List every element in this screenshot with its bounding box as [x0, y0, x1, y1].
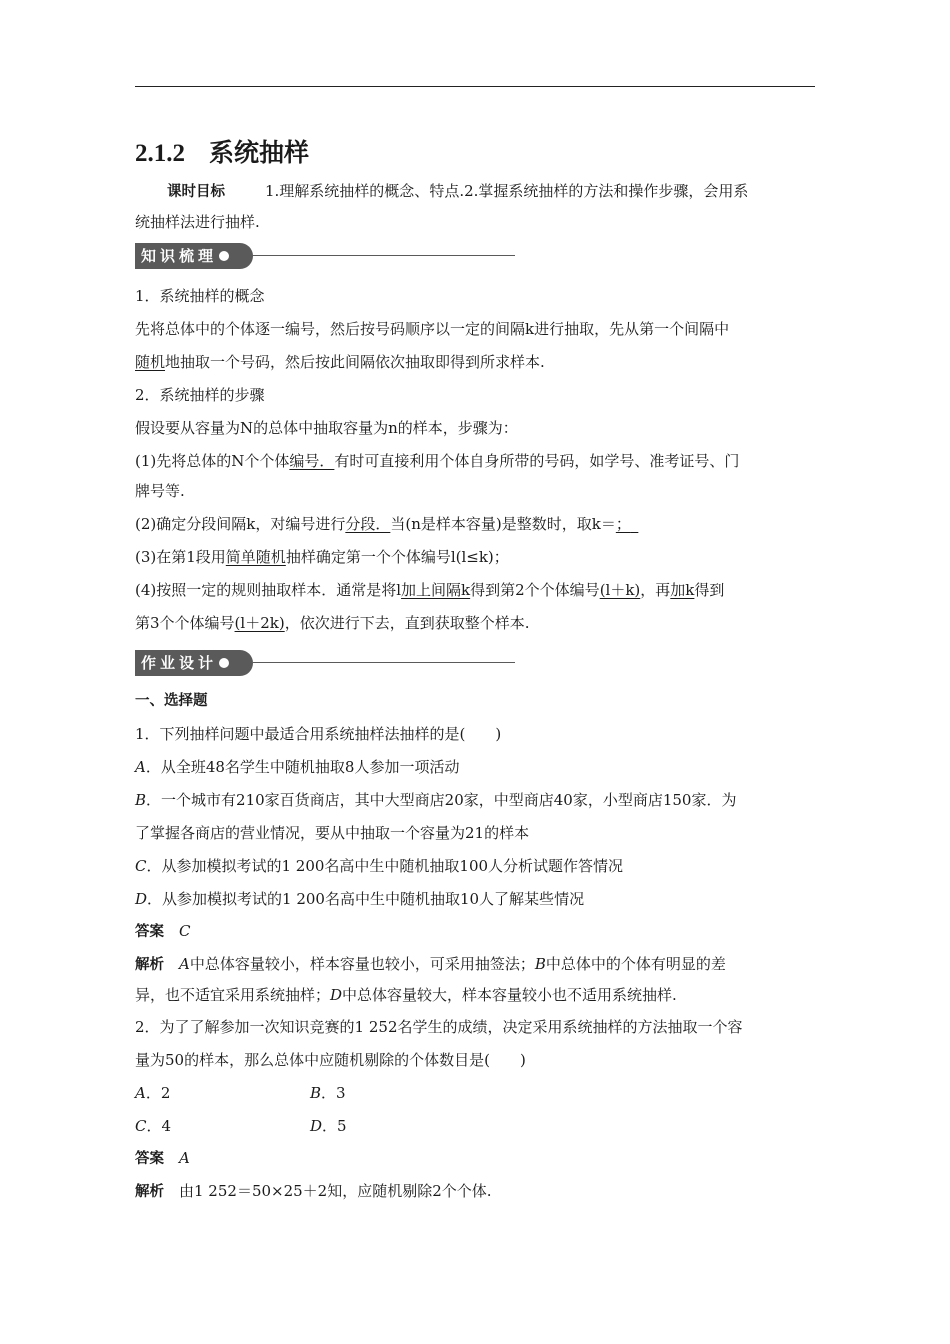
question-2-line-2: 量为50的样本，那么总体中应随机剔除的个体数目是( )	[135, 1051, 526, 1069]
q2-explanation: 解析 由1 252＝50×25＋2知，应随机剔除2个个体.	[135, 1182, 492, 1200]
q1-option-b-line-1: B．一个城市有210家百货商店，其中大型商店20家，中型商店40家，小型商店150家．为	[135, 791, 737, 809]
section-tab: 知识梳理	[135, 243, 253, 269]
q1-option-b-line-2: 了掌握各商店的营业情况，要从中抽取一个容量为21的样本	[135, 824, 530, 842]
objective-label: 课时目标	[167, 184, 225, 200]
bullet-dot-icon	[219, 658, 229, 668]
objective-line-1: 课时目标 1.理解系统抽样的概念、特点.2.掌握系统抽样的方法和操作步骤，会用系	[167, 182, 749, 200]
q1-explanation-line-2: 异，也不适宜采用系统抽样；D中总体容量较大，样本容量较小也不适用系统抽样.	[135, 986, 677, 1004]
q2-answer: 答案 A	[135, 1149, 190, 1167]
step-1b: 牌号等.	[135, 482, 185, 500]
section-header-homework	[135, 646, 815, 682]
q1-option-d: D．从参加模拟考试的1 200名高中生中随机抽取10人了解某些情况	[135, 890, 585, 908]
step-1a: (1)先将总体的N个个体编号．有时可直接利用个体自身所带的号码，如学号、准考证号、门	[135, 452, 740, 470]
objective-line-2: 统抽样法进行抽样.	[135, 213, 260, 231]
top-rule	[135, 86, 815, 87]
q2-option-d: D．5	[310, 1117, 347, 1135]
knowledge-paragraph-1b: 随机地抽取一个号码，然后按此间隔依次抽取即得到所求样本.	[135, 353, 545, 371]
knowledge-heading-1: 1．系统抽样的概念	[135, 287, 265, 305]
q2-option-b: B．3	[310, 1084, 346, 1102]
title-number: 2.1.2	[135, 140, 185, 167]
homework-heading: 一、选择题	[135, 693, 208, 709]
q2-options-cd	[135, 1111, 815, 1141]
q1-option-c: C．从参加模拟考试的1 200名高中生中随机抽取100人分析试题作答情况	[135, 857, 624, 875]
q1-option-a: A．从全班48名学生中随机抽取8人参加一项活动	[135, 758, 460, 776]
section-tab: 作业设计	[135, 650, 253, 676]
knowledge-heading-2: 2．系统抽样的步骤	[135, 386, 265, 404]
step-2: (2)确定分段间隔k，对编号进行分段．当(n是样本容量)是整数时，取k＝；	[135, 515, 631, 533]
title-text: 系统抽样	[209, 138, 310, 167]
q2-option-a: A．2	[135, 1084, 171, 1102]
q1-explanation-line-1: 解析 A中总体容量较小，样本容量也较小，可采用抽签法；B中总体中的个体有明显的差	[135, 955, 726, 973]
knowledge-paragraph-1a: 先将总体中的个体逐一编号，然后按号码顺序以一定的间隔k进行抽取，先从第一个间隔中	[135, 320, 730, 338]
document-body	[135, 176, 815, 1207]
section-rule	[253, 662, 515, 663]
q1-answer: 答案 C	[135, 922, 191, 940]
page-title	[135, 133, 309, 169]
question-1: 1．下列抽样问题中最适合用系统抽样法抽样的是( )	[135, 725, 502, 743]
knowledge-paragraph-2: 假设要从容量为N的总体中抽取容量为n的样本，步骤为：	[135, 419, 518, 437]
section-header-knowledge	[135, 239, 815, 275]
section-rule	[253, 255, 515, 256]
step-4b: 第3个个体编号(l＋2k)，依次进行下去，直到获取整个样本.	[135, 614, 530, 632]
bullet-dot-icon	[219, 251, 229, 261]
q2-options-ab	[135, 1078, 815, 1108]
question-2-line-1: 2．为了了解参加一次知识竞赛的1 252名学生的成绩，决定采用系统抽样的方法抽取一个容	[135, 1018, 743, 1036]
step-4a: (4)按照一定的规则抽取样本．通常是将l加上间隔k得到第2个个体编号(l＋k)，再加k得到	[135, 581, 725, 599]
q2-option-c: C．4	[135, 1117, 172, 1135]
step-3: (3)在第1段用简单随机抽样确定第一个个体编号l(l≤k)；	[135, 548, 509, 566]
